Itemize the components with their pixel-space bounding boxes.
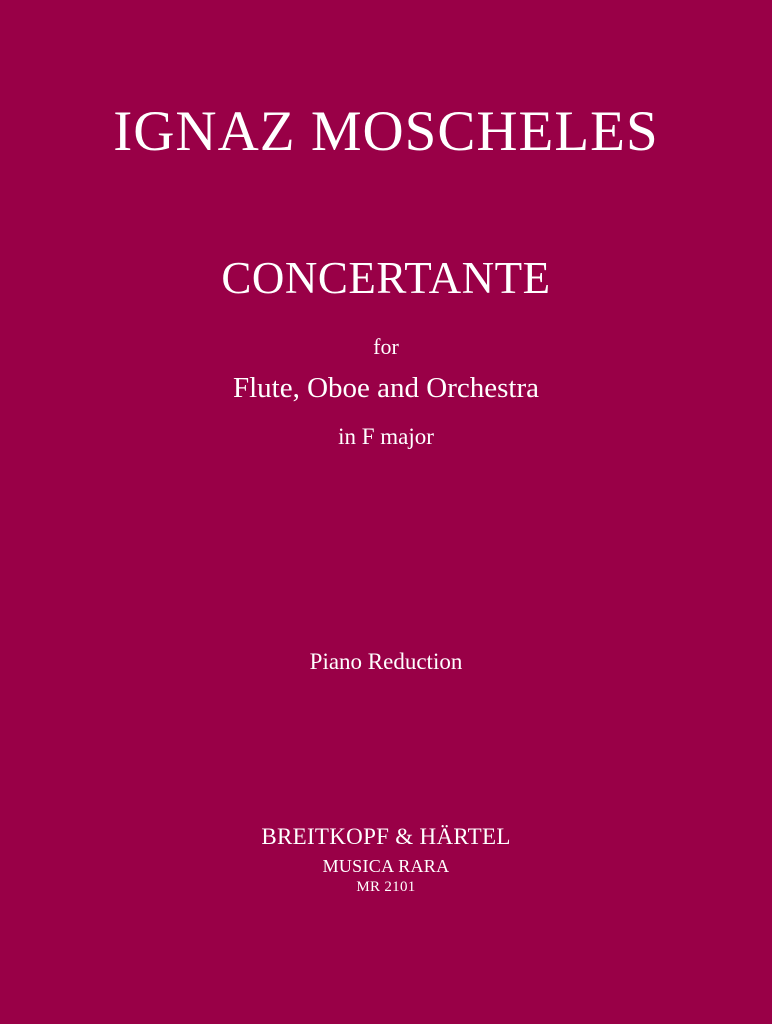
publisher-name: BREITKOPF & HÄRTEL	[261, 824, 511, 849]
for-text: for	[373, 334, 399, 359]
instrumentation: Flute, Oboe and Orchestra	[232, 372, 539, 404]
edition-type: Piano Reduction	[309, 649, 463, 674]
work-title: CONCERTANTE	[221, 253, 551, 303]
key-signature: in F major	[338, 424, 434, 449]
catalog-number: MR 2101	[356, 879, 416, 895]
composer-name: IGNAZ MOSCHELES	[113, 100, 659, 163]
publisher-imprint: MUSICA RARA	[322, 856, 450, 876]
